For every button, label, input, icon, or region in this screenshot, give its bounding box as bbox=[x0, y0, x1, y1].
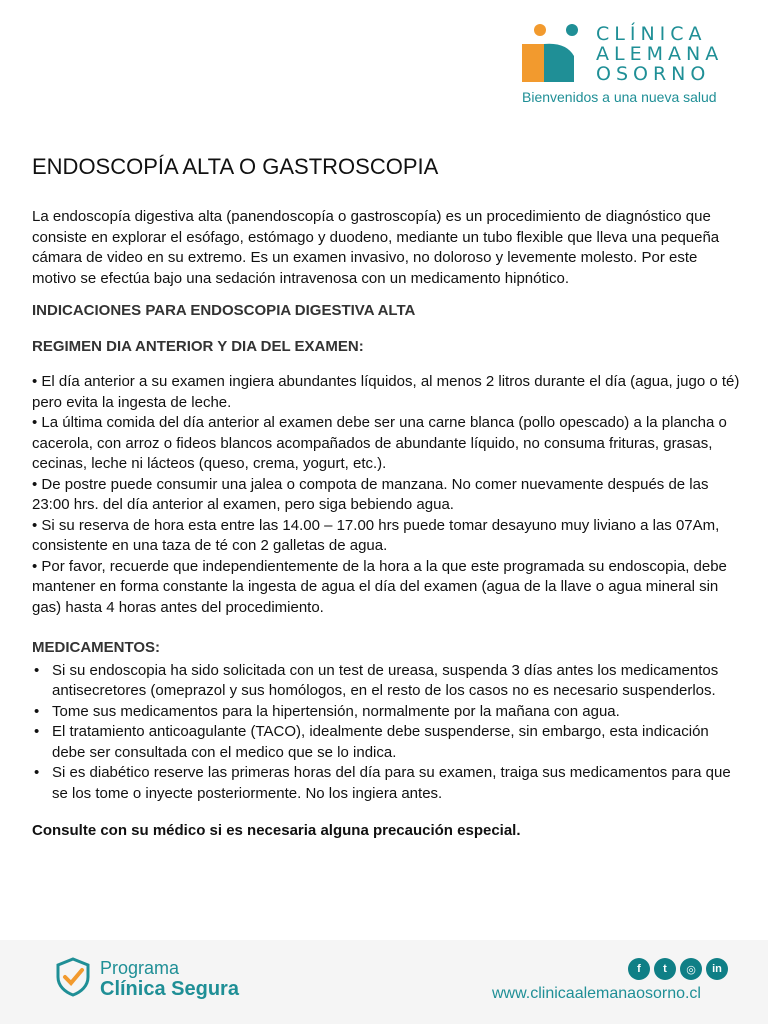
closing-note: Consulte con su médico si es necesaria alguna precaución especial. bbox=[32, 822, 521, 839]
medications-heading: MEDICAMENTOS: bbox=[32, 639, 161, 656]
facebook-icon[interactable]: f bbox=[628, 958, 650, 980]
shield-check-icon bbox=[55, 957, 91, 997]
twitter-icon[interactable]: t bbox=[654, 958, 676, 980]
indications-heading: INDICACIONES PARA ENDOSCOPIA DIGESTIVA ALTA bbox=[32, 302, 416, 319]
medications-list bbox=[32, 661, 744, 805]
website-link[interactable]: www.clinicaalemanaosorno.cl bbox=[492, 985, 701, 1002]
logo-line-2: ALEMANA bbox=[596, 43, 724, 65]
medication-item: • Si es diabético reserve las primeras horas del día para su examen, traiga sus medicamentos para que se los tome o inyecte posteriormente. No los ingiera antes. bbox=[32, 763, 744, 804]
regimen-list bbox=[32, 372, 744, 618]
clinic-logo bbox=[520, 18, 760, 108]
document-title: ENDOSCOPÍA ALTA O GASTROSCOPIA bbox=[32, 154, 439, 179]
medication-item: • El tratamiento anticoagulante (TACO), idealmente debe suspenderse, sin embargo, esta indicación debe ser consultada con el medico que se lo indica. bbox=[32, 722, 744, 763]
logo-line-1: CLÍNICA bbox=[596, 23, 707, 45]
intro-paragraph: La endoscopía digestiva alta (panendoscopía o gastroscopía) es un procedimiento de diagnóstico que consiste en explorar el esófago, estómago y duodeno, mediante un tubo flexible que lleva una pequeña cámara de video en su extremo. Es un examen invasivo, no doloroso y levemente molesto. Por este motivo se efectúa bajo una sedación intravenosa con un medicamento hipnótico. bbox=[32, 208, 720, 287]
regimen-item: • La última comida del día anterior al examen debe ser una carne blanca (pollo opescado) a la plancha o cacerola, con arroz o fideos blancos acompañados de abundante líquido, no consuma frituras, grasas, cecinas, leche ni lácteos (queso, crema, yogurt, etc.). bbox=[32, 414, 727, 472]
document-content bbox=[32, 152, 744, 857]
social-links bbox=[628, 958, 728, 980]
footer bbox=[0, 940, 768, 1024]
clinic-tagline: Bienvenidos a una nueva salud bbox=[522, 89, 717, 105]
logo-line-3: OSORNO bbox=[596, 63, 711, 85]
instagram-icon[interactable]: ◎ bbox=[680, 958, 702, 980]
medication-item: • Si su endoscopia ha sido solicitada con un test de ureasa, suspenda 3 días antes los medicamentos antisecretores (omeprazol y sus homólogos, en el resto de los casos no es necesario suspenderlos. bbox=[32, 661, 744, 702]
linkedin-icon[interactable]: in bbox=[706, 958, 728, 980]
regimen-heading: REGIMEN DIA ANTERIOR Y DIA DEL EXAMEN: bbox=[32, 337, 364, 355]
regimen-item: • Si su reserva de hora esta entre las 14.00 – 17.00 hrs puede tomar desayuno muy liviano a las 07Am, consistente en una taza de té con 2 galletas de agua. bbox=[32, 516, 720, 554]
medication-item: • Tome sus medicamentos para la hipertensión, normalmente por la mañana con agua. bbox=[32, 702, 744, 723]
regimen-item: • Por favor, recuerde que independientemente de la hora a la que este programada su endoscopia, debe mantener en forma constante la ingesta de agua el día del examen (agua de la llave o agua mineral sin gas) hasta 4 horas antes del procedimiento. bbox=[32, 557, 727, 616]
regimen-item: • El día anterior a su examen ingiera abundantes líquidos, al menos 2 litros durante el día (agua, jugo o té) pero evita la ingesta de leche. bbox=[32, 373, 740, 411]
regimen-item: • De postre puede consumir una jalea o compota de manzana. No comer nuevamente después de las 23:00 hrs. del día anterior al examen, pero siga bebiendo agua. bbox=[32, 475, 709, 513]
program-name-line-2: Clínica Segura bbox=[100, 978, 239, 1000]
program-name-line-1: Programa bbox=[100, 958, 180, 978]
clinic-logo-mark-icon bbox=[520, 22, 590, 84]
clinic-logo-name bbox=[596, 24, 723, 84]
